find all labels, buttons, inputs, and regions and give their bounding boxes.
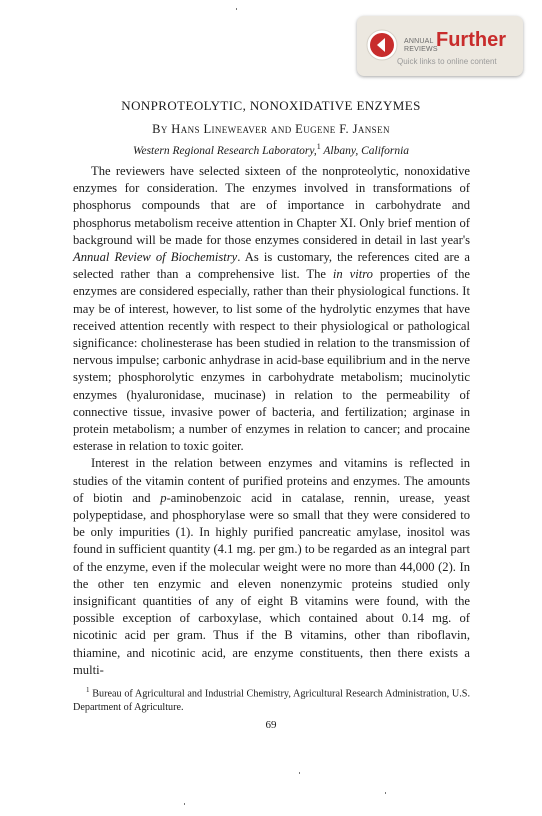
paragraph-1	[73, 163, 470, 455]
scan-speck	[299, 772, 300, 774]
article-title: NONPROTEOLYTIC, NONOXIDATIVE ENZYMES	[121, 98, 421, 113]
badge-further-label: Further	[436, 29, 506, 51]
article-affiliation	[0, 142, 542, 157]
scan-speck	[236, 8, 237, 10]
footnote-text: Bureau of Agricultural and Industrial Chemistry, Agricultural Research Administration, U.S. Department of Agriculture.	[73, 688, 471, 714]
paragraph-2-text-b: -aminobenzoic acid in catalase, rennin, urease, yeast polypeptidase, and phosphorylase were so small that they were considered to be only impurities (1). In highly purified pancreatic amylase, inositol was found in sufficient quantity (4.1 mg. per gm.) to be regarded as an integral part of the enzyme, even if the molecular weight were no more than 44,000 (2). In the other ten enzymic and eleven nonenzymic proteins studied only insignificant quantities of any of eight B vitamins were found, with the possible exception of carboxylase, which contained about 0.14 mg. of nicotinic acid per gram. Thus if the B vitamins, other than riboflavin, thiamine, and nicotinic acid, are enzyme constituents, then there exists a multi-	[73, 490, 471, 677]
paragraph-1-text-a: The reviewers have selected sixteen of the nonproteolytic, nonoxidative enzymes for consideration. The enzymes involved in transformations of phosphorus compounds that are of importance in carbohydrate and phosphorus metabolism receive attention in Chapter XI. Only brief mention of background will be made for those enzymes considered in detail in last year's	[73, 164, 470, 247]
scan-speck	[184, 803, 185, 805]
paragraph-2	[73, 455, 470, 679]
journal-name: Annual Review of Biochemistry	[73, 250, 238, 265]
paragraph-1-text-b: . As is customary, the references cited are a selected rather than a comprehensive list. The	[73, 250, 470, 282]
footnote-mark: 1	[86, 686, 90, 694]
in-vitro-term: in vitro	[332, 267, 373, 282]
page-number: 69	[265, 719, 277, 731]
affiliation-footnote-mark[interactable]: 1	[316, 142, 321, 151]
affiliation-name: Western Regional Research Laboratory,	[132, 144, 317, 157]
article-authors: By Hans Lineweaver and Eugene F. Jansen	[152, 122, 390, 136]
badge-subtitle: Quick links to online content	[397, 57, 497, 66]
article-body	[73, 163, 470, 679]
further-badge[interactable]	[357, 16, 523, 76]
paragraph-1-text-c: properties of the enzymes are considered especially, rather than their physiological functions. It may be of interest, however, to list some of the hydrolytic enzymes that have received attention recently with respect to their physiological or pathological significance: cholinesterase has been studied in relation to the transmission of nervous impulse; carbonic anhydrase in acid-base equilibrium and in the nerve system; phosphorolytic enzymes in carbohydrate metabolism; mucinolytic enzymes (hyaluronidase, mucinase) in relation to the permeability of connective tissue, invasive power of bacteria, and fertilization; arginase in protein metabolism; a number of enzymes in relation to cancer; and procaine esterase in relation to toxic goiter.	[73, 267, 471, 454]
footnote	[73, 683, 470, 715]
scan-speck	[385, 792, 386, 794]
further-arrow-icon	[366, 29, 398, 61]
badge-annual-label: ANNUAL	[404, 38, 434, 45]
paragraph-2-text-a: Interest in the relation between enzymes and vitamins is reflected in studies of the vitamin content of purified proteins and enzymes. The amounts of biotin and	[73, 456, 470, 505]
badge-reviews-label: REVIEWS	[404, 46, 438, 53]
affiliation-location: Albany, California	[323, 144, 410, 157]
para-prefix-italic: p	[160, 490, 167, 505]
footnote-area	[73, 683, 470, 715]
